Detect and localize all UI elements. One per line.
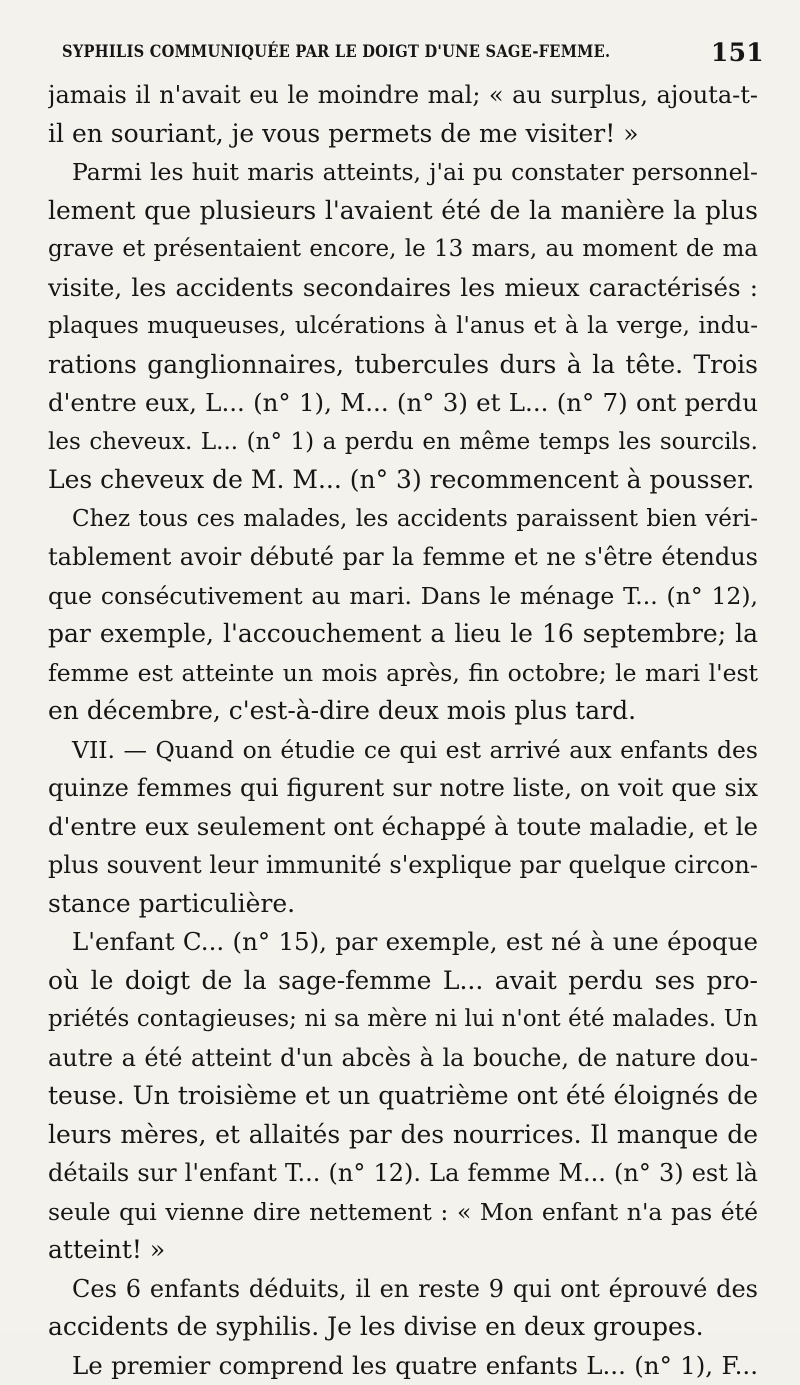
text-line: Parmi les huit maris atteints, j'ai pu constater personnel- — [48, 153, 758, 192]
text-line: lement que plusieurs l'avaient été de la manière la plus — [48, 192, 758, 231]
text-line: VII. — Quand on étudie ce qui est arrivé aux enfants des — [48, 731, 758, 770]
text-line: Le premier comprend les quatre enfants L... (n° 1), F... — [48, 1347, 758, 1385]
text-line: d'entre eux seulement ont échappé à toute maladie, et le — [48, 808, 758, 847]
text-line: seule qui vienne dire nettement : « Mon enfant n'a pas été — [48, 1193, 758, 1232]
text-line: plus souvent leur immunité s'explique par quelque circon- — [48, 846, 758, 885]
text-line: stance particulière. — [48, 885, 758, 924]
text-line: détails sur l'enfant T... (n° 12). La femme M... (n° 3) est là — [48, 1154, 758, 1193]
text-line: jamais il n'avait eu le moindre mal; « au surplus, ajouta-t- — [48, 76, 758, 115]
text-line: autre a été atteint d'un abcès à la bouche, de nature dou- — [48, 1039, 758, 1078]
text-line: atteint! » — [48, 1231, 758, 1270]
running-head-title: SYPHILIS COMMUNIQUÉE PAR LE DOIGT D'UNE SAGE-FEMME. — [62, 42, 610, 62]
text-line: Ces 6 enfants déduits, il en reste 9 qui ont éprouvé des — [48, 1270, 758, 1309]
text-line: par exemple, l'accouchement a lieu le 16 septembre; la — [48, 615, 758, 654]
text-line: en décembre, c'est-à-dire deux mois plus tard. — [48, 692, 758, 731]
text-line: quinze femmes qui figurent sur notre liste, on voit que six — [48, 769, 758, 808]
text-line: rations ganglionnaires, tubercules durs à la tête. Trois — [48, 346, 758, 385]
text-line: où le doigt de la sage-femme L... avait perdu ses pro- — [48, 962, 758, 1001]
text-line: que consécutivement au mari. Dans le ménage T... (n° 12), — [48, 577, 758, 616]
text-line: tablement avoir débuté par la femme et ne s'être étendus — [48, 538, 758, 577]
body-text — [48, 76, 758, 1385]
text-line: L'enfant C... (n° 15), par exemple, est né à une époque — [48, 923, 758, 962]
text-line: accidents de syphilis. Je les divise en deux groupes. — [48, 1308, 758, 1347]
running-head — [62, 38, 764, 72]
text-line: priétés contagieuses; ni sa mère ni lui n'ont été malades. Un — [48, 1000, 758, 1039]
text-line: femme est atteinte un mois après, fin octobre; le mari l'est — [48, 654, 758, 693]
text-line: grave et présentaient encore, le 13 mars, au moment de ma — [48, 230, 758, 269]
text-line: Chez tous ces malades, les accidents paraissent bien véri- — [48, 500, 758, 539]
text-line: plaques muqueuses, ulcérations à l'anus et à la verge, indu- — [48, 307, 758, 346]
text-line: teuse. Un troisième et un quatrième ont été éloignés de — [48, 1077, 758, 1116]
text-line: leurs mères, et allaités par des nourrices. Il manque de — [48, 1116, 758, 1155]
text-line: visite, les accidents secondaires les mieux caractérisés : — [48, 269, 758, 308]
page-number: 151 — [711, 38, 764, 67]
text-line: Les cheveux de M. M... (n° 3) recommencent à pousser. — [48, 461, 758, 500]
text-line: il en souriant, je vous permets de me visiter! » — [48, 115, 758, 154]
text-line: les cheveux. L... (n° 1) a perdu en même temps les sourcils. — [48, 423, 758, 462]
text-line: d'entre eux, L... (n° 1), M... (n° 3) et L... (n° 7) ont perdu — [48, 384, 758, 423]
